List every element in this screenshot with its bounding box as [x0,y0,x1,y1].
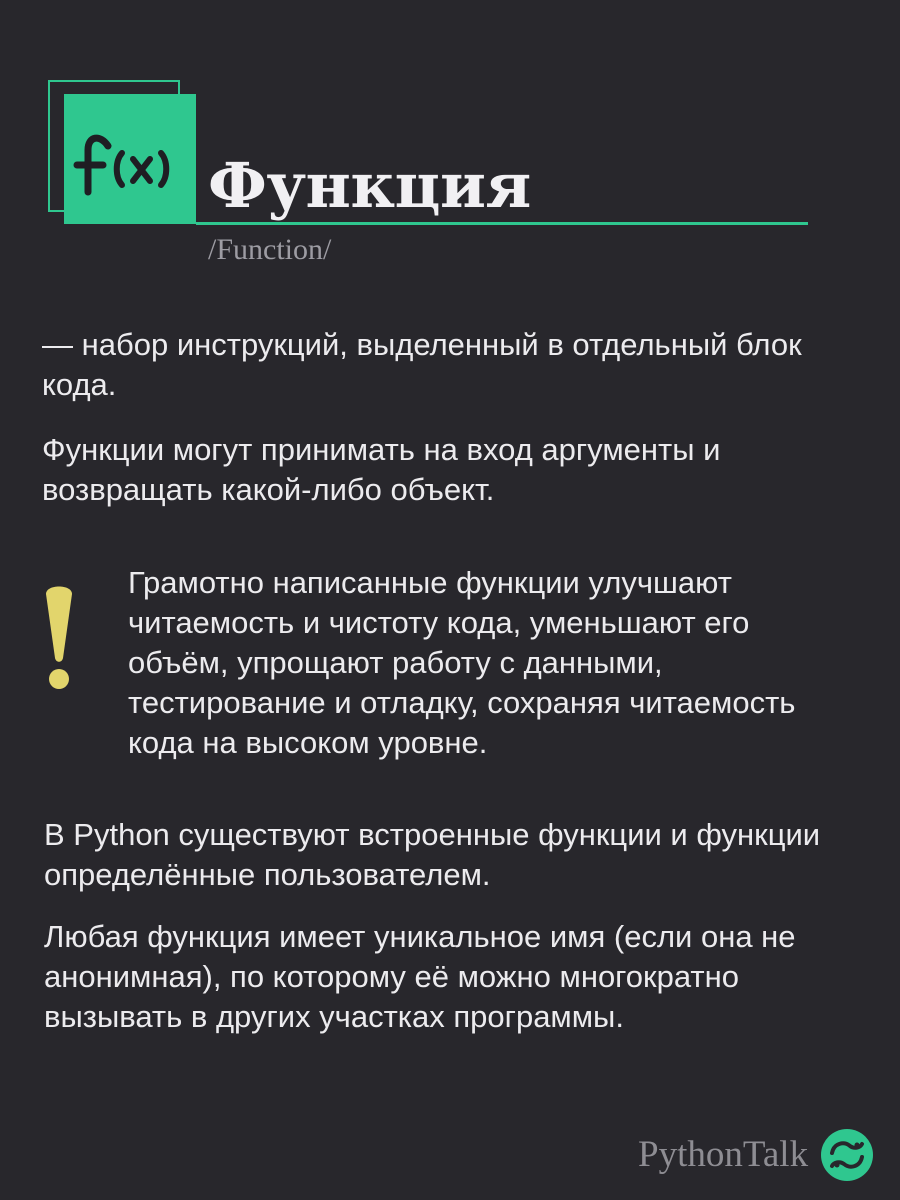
python-paragraph: В Python существуют встроенные функции и функции определённые пользователем. [44,817,821,892]
exclamation-icon [38,582,80,697]
unique-name-paragraph: Любая функция имеет уникальное имя (если она не анонимная), по которому её можно многократно вызывать в других участках программы. [44,919,796,1034]
function-fx-icon [64,94,196,224]
page-title: Функция [208,149,531,222]
brand-name: PythonTalk [638,1134,809,1175]
pythontalk-logo-icon [820,1128,874,1182]
arguments-paragraph: Функции могут принимать на вход аргументы и возвращать какой-либо объект. [42,432,721,507]
title-underline [196,222,808,225]
title-transcription: /Function/ [208,233,332,266]
note-paragraph: Грамотно написанные функции улучшают читаемость и чистоту кода, уменьшают его объём, упрощают работу с данными, тестирование и отладку, сохраняя читаемость кода на высоком уровне. [128,565,796,760]
definition-paragraph: — набор инструкций, выделенный в отдельный блок кода. [42,327,802,402]
